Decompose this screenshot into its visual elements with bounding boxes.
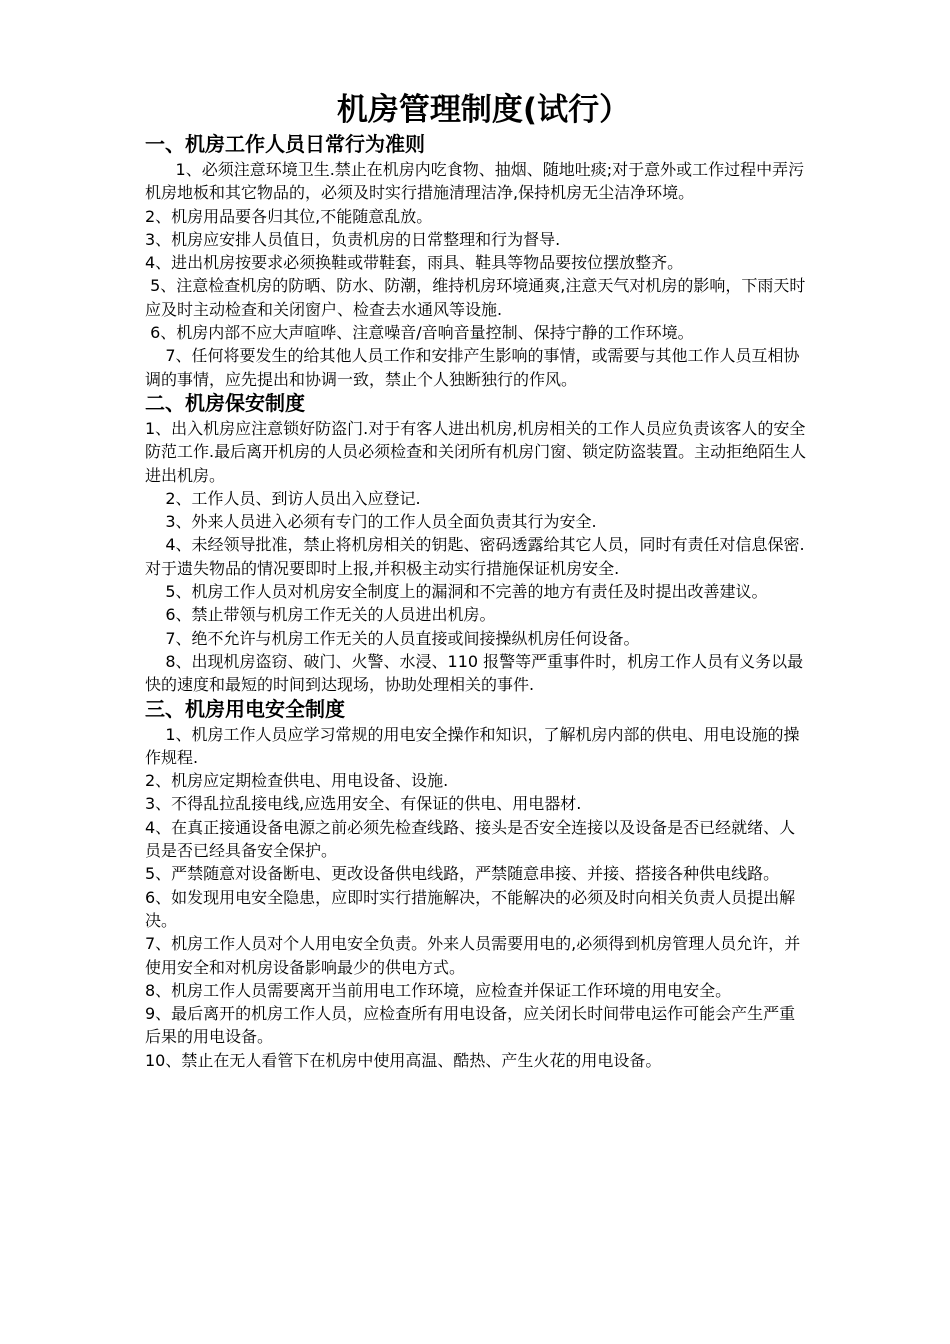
paragraph: 8、出现机房盗窃、破门、火警、水浸、110 报警等严重事件时，机房工作人员有义务以最快的速度和最短的时间到达现场，协助处理相关的事件. [145,651,804,695]
paragraph: 2、工作人员、到访人员出入应登记. [145,488,421,508]
paragraph: 3、不得乱拉乱接电线,应选用安全、有保证的供电、用电器材. [145,794,582,814]
paragraph: 1、必须注意环境卫生.禁止在机房内吃食物、抽烟、随地吐痰;对于意外或工作过程中弄污机房地板和其它物品的，必须及时实行措施清理洁净,保持机房无尘洁净环境。 [145,160,805,203]
paragraph: 1、机房工作人员应学习常规的用电安全操作和知识，了解机房内部的供电、用电设施的操作规程. [145,724,800,767]
paragraph: 7、任何将要发生的给其他人员工作和安排产生影响的事情，或需要与其他工作人员互相协调的事情，应先提出和协调一致，禁止个人独断独行的作风。 [145,346,800,389]
paragraph: 5、严禁随意对设备断电、更改设备供电线路，严禁随意串接、并接、搭接各种供电线路。 [145,864,780,884]
paragraph: 4、在真正接通设备电源之前必须先检查线路、接头是否安全连接以及设备是否已经就绪、人员是否已经具备安全保护。 [145,817,796,861]
paragraph: 9、最后离开的机房工作人员，应检查所有用电设备，应关闭长时间带电运作可能会产生严重后果的用电设备。 [145,1004,796,1047]
paragraph: 2、机房应定期检查供电、用电设备、设施. [145,771,449,791]
paragraph: 4、进出机房按要求必须换鞋或带鞋套，雨具、鞋具等物品要按位摆放整齐。 [145,253,684,273]
paragraph: 7、机房工作人员对个人用电安全负责。外来人员需要用电的,必须得到机房管理人员允许，并使用安全和对机房设备影响最少的供电方式。 [145,934,801,977]
section-daily-conduct [145,132,810,391]
paragraph: 1、出入机房应注意锁好防盗门.对于有客人进出机房,机房相关的工作人员应负责该客人的安全防范工作.最后离开机房的人员必须检查和关闭所有机房门窗、锁定防盗装置。主动拒绝陌生人进出机房。 [145,418,807,485]
document-page [145,88,810,1072]
section-heading: 二、机房保安制度 [145,390,305,415]
paragraph: 10、禁止在无人看管下在机房中使用高温、酷热、产生火花的用电设备。 [145,1050,662,1070]
paragraph: 4、未经领导批准，禁止将机房相关的钥匙、密码透露给其它人员，同时有责任对信息保密.对于遗失物品的情况要即时上报,并积极主动实行措施保证机房安全. [145,535,805,578]
paragraph: 8、机房工作人员需要离开当前用电工作环境，应检查并保证工作环境的用电安全。 [145,980,732,1000]
section-electrical-safety [145,697,810,1072]
paragraph: 3、机房应安排人员值日，负责机房的日常整理和行为督导. [145,229,561,249]
section-heading: 一、机房工作人员日常行为准则 [145,132,425,156]
paragraph: 2、机房用品要各归其位,不能随意乱放。 [145,206,433,226]
paragraph: 6、如发现用电安全隐患，应即时实行措施解决，不能解决的必须及时向相关负责人员提出解决。 [145,887,796,930]
paragraph: 6、禁止带领与机房工作无关的人员进出机房。 [145,605,496,625]
paragraph: 5、注意检查机房的防晒、防水、防潮，维持机房环境通爽,注意天气对机房的影响，下雨天时应及时主动检查和关闭窗户、检查去水通风等设施. [145,276,806,319]
paragraph: 7、绝不允许与机房工作无关的人员直接或间接操纵机房任何设备。 [145,628,640,648]
paragraph: 5、机房工作人员对机房安全制度上的漏洞和不完善的地方有责任及时提出改善建议。 [145,582,768,602]
paragraph: 3、外来人员进入必须有专门的工作人员全面负责其行为安全. [145,512,597,532]
section-security [145,391,810,697]
document-title: 机房管理制度(试行） [336,92,631,128]
section-heading: 三、机房用电安全制度 [145,696,345,721]
paragraph: 6、机房内部不应大声喧哗、注意噪音/音响音量控制、保持宁静的工作环境。 [145,323,694,343]
